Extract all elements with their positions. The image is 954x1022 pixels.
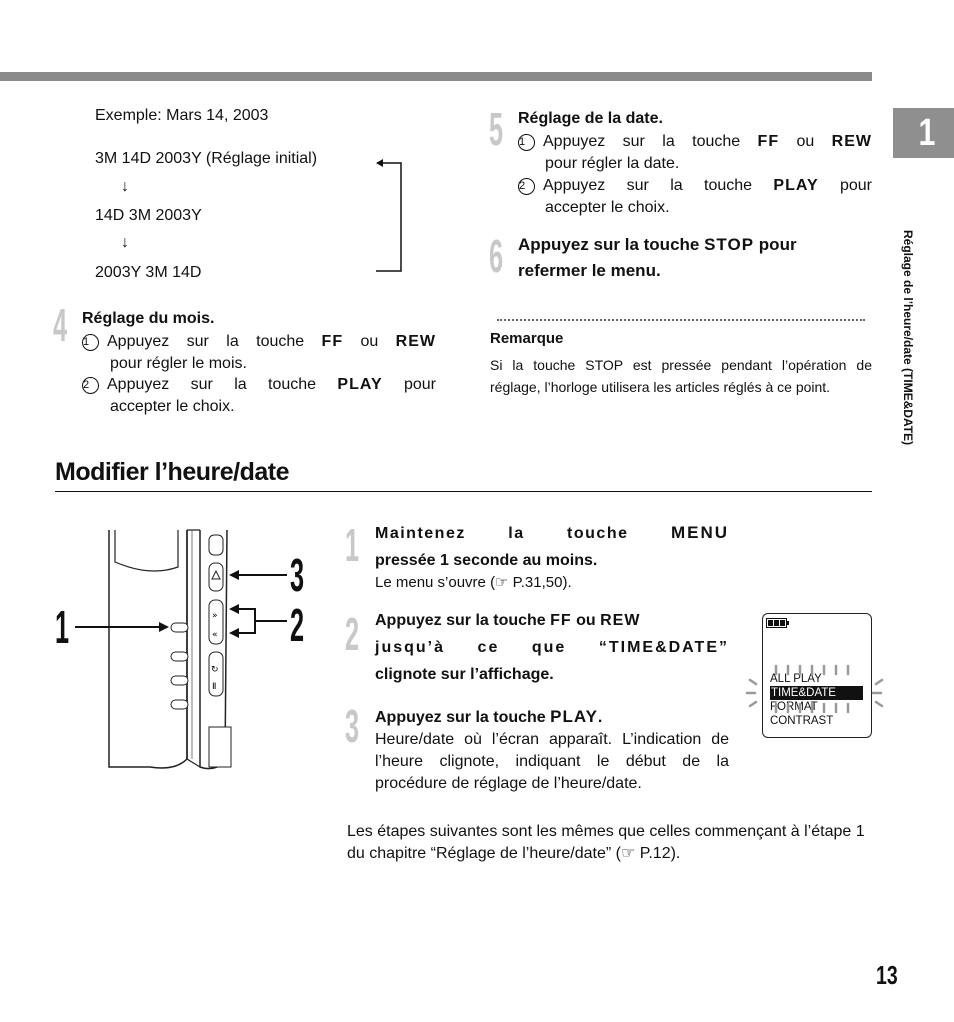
example-line-2: 14D 3M 2003Y <box>95 207 202 224</box>
bstep-2-number: 2 <box>345 608 360 660</box>
bstep-3-text: Heure/date où l’écran apparaît. L’indication de l’heure clignote, indiquant le début de la procédure de réglage de l’heure/date. <box>375 731 729 792</box>
step-4-sub1-cont: pour régler le mois. <box>110 355 247 372</box>
bstep-2-line-3: clignote sur l’affichage. <box>375 666 554 683</box>
remarque-text: Si la touche STOP est pressée pendant l’opération de réglage, l’horloge utilisera les articles réglés à ce point. <box>490 357 872 395</box>
step-4-sub1: 1 Appuyez sur la touche FF ou REW <box>83 333 436 350</box>
bstep-2-line-1: Appuyez sur la touche FF ou REW <box>375 612 641 629</box>
example-line-1: 3M 14D 2003Y (Réglage initial) <box>95 150 318 167</box>
step-5-title: Réglage de la date. <box>518 110 663 127</box>
top-rule-bar <box>0 72 872 81</box>
step-5-sub1-cont: pour régler la date. <box>545 155 680 172</box>
svg-text:»: » <box>212 611 218 621</box>
bstep-1-number: 1 <box>345 519 360 571</box>
circled-1-icon: 1 <box>518 134 535 151</box>
step-4-title: Réglage du mois. <box>82 310 215 327</box>
footer-paragraph: Les étapes suivantes sont les mêmes que celles commençant à l’étape 1 du chapitre “Réglage de l’heure/date” (☞ P.12). <box>347 823 865 862</box>
step-5-sub2-cont: accepter le choix. <box>545 199 670 216</box>
svg-text:↻: ↻ <box>211 665 219 675</box>
section-rule <box>55 491 872 492</box>
callout-3: 3 <box>290 549 305 601</box>
bstep-1-line-2: pressée 1 seconde au moins. <box>375 552 598 569</box>
bstep-3-number: 3 <box>345 700 360 752</box>
section-heading: Modifier l’heure/date <box>55 458 289 486</box>
blink-rays-icon <box>745 660 887 716</box>
step-5-sub1: 1 Appuyez sur la touche FF ou REW <box>519 133 872 150</box>
circled-1-icon: 1 <box>82 334 99 351</box>
lcd-item-contrast: CONTRAST <box>770 715 834 727</box>
svg-text:Ⅱ: Ⅱ <box>212 682 217 692</box>
lcd-item-time-date: TIME&DATE <box>770 686 863 700</box>
remarque-divider <box>497 319 865 321</box>
step-4-sub2: 2 Appuyez sur la touche PLAY pour <box>83 376 437 393</box>
example-line-3: 2003Y 3M 14D <box>95 264 202 281</box>
page-number: 13 <box>876 960 898 990</box>
circled-2-icon: 2 <box>82 377 99 394</box>
bstep-2-line-2: jusqu’à ce que “TIME&DATE” <box>375 639 729 656</box>
callout-1: 1 <box>55 601 70 653</box>
callout-2: 2 <box>290 599 305 651</box>
example-arrow-1: ↓ <box>121 178 129 195</box>
battery-icon <box>766 617 790 629</box>
example-title: Exemple: Mars 14, 2003 <box>95 107 269 124</box>
chapter-number: 1 <box>918 112 936 154</box>
example-loop-arrow <box>372 150 406 275</box>
bstep-3-title: Appuyez sur la touche PLAY. <box>375 707 603 726</box>
recorder-illustration <box>55 527 315 787</box>
remarque-title: Remarque <box>490 330 564 347</box>
circled-2-icon: 2 <box>518 178 535 195</box>
example-arrow-2: ↓ <box>121 234 129 251</box>
step-6-line-2: refermer le menu. <box>518 261 661 280</box>
step-6-number: 6 <box>489 230 504 282</box>
lcd-item-format: FORMAT <box>770 701 818 713</box>
lcd-item-all-play: ALL PLAY <box>770 673 822 685</box>
step-6-line-1: Appuyez sur la touche STOP pour <box>518 235 797 254</box>
bstep-1-line-1: Maintenez la touche MENU <box>375 523 729 542</box>
bstep-1-note: Le menu s’ouvre (☞ P.31,50). <box>375 574 572 591</box>
chapter-side-title: Réglage de l’heure/date (TIME&DATE) <box>901 230 915 446</box>
step-5-sub2: 2 Appuyez sur la touche PLAY pour <box>519 177 873 194</box>
step-4-sub2-cont: accepter le choix. <box>110 398 235 415</box>
step-5-number: 5 <box>489 103 504 155</box>
svg-text:«: « <box>212 630 218 640</box>
step-4-number: 4 <box>53 299 68 351</box>
